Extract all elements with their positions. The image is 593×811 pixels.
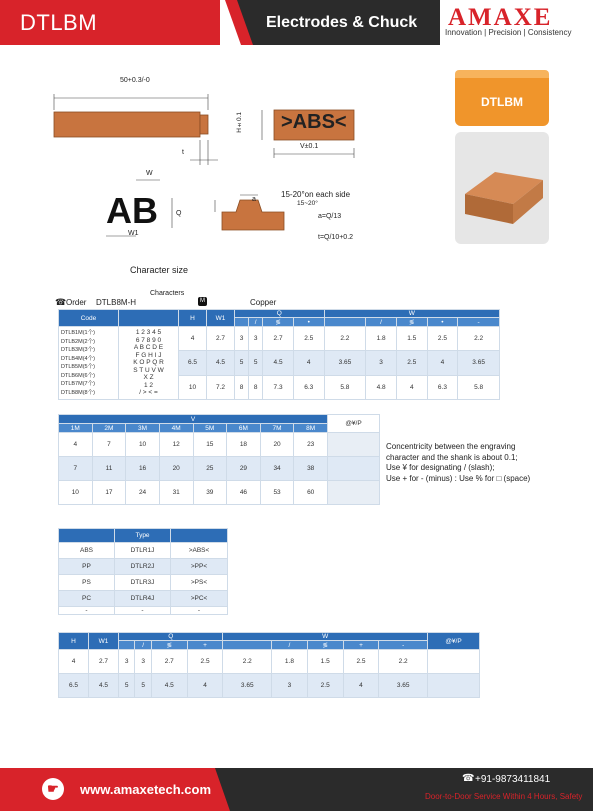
q-sub-blank: [119, 641, 135, 650]
unit-cell: [328, 457, 380, 481]
col-chars: [119, 310, 179, 327]
table-cell: PC: [59, 591, 115, 607]
table-cell: 3: [235, 327, 249, 351]
table-cell: 2.2: [458, 327, 500, 351]
table-cell: 10: [126, 433, 160, 457]
table-cell: 10: [179, 375, 207, 399]
table-cell: 60: [294, 481, 328, 505]
table-cell: 5.8: [458, 375, 500, 399]
q-sub-3: •: [293, 318, 324, 327]
footer-phone[interactable]: +91-9873411841: [475, 774, 551, 785]
height-dim: H±0.1: [236, 112, 243, 133]
w-sub-2: ≶: [396, 318, 427, 327]
table-cell: 2.5: [427, 327, 458, 351]
col-2m: 2M: [92, 424, 126, 433]
table-cell: 4: [187, 674, 223, 698]
product-photo: [455, 132, 549, 244]
table-cell: 3.65: [223, 674, 272, 698]
table-cell: 4: [427, 351, 458, 375]
table-cell: 1.5: [307, 650, 343, 674]
table-cell: 5.8: [324, 375, 366, 399]
col-6m: 6M: [227, 424, 261, 433]
w-sub-1: /: [366, 318, 397, 327]
w1-dim: W1: [128, 230, 139, 237]
table-cell: DTLR1J: [115, 543, 171, 559]
note-line: Concentricity between the engraving: [386, 442, 516, 451]
table-cell: 4: [59, 650, 89, 674]
amaxe-logo: AMAXE: [448, 4, 553, 31]
table-cell: 3.65: [324, 351, 366, 375]
table-cell: 20: [260, 433, 294, 457]
table-cell: PS: [59, 575, 115, 591]
character-size-label: Character size: [130, 265, 189, 275]
w-sub-1: /: [272, 641, 308, 650]
code-item: DTLB6M(6个): [61, 372, 95, 379]
q-sub-1: /: [135, 641, 151, 650]
w-sub-4: -: [379, 641, 428, 650]
table-cell: 10: [59, 481, 93, 505]
a-formula: a=Q/13: [318, 213, 342, 220]
table-cell: 4.5: [207, 351, 235, 375]
col-w1: W1: [207, 310, 235, 327]
table-cell: 29: [227, 457, 261, 481]
angle-small: 15~20°: [297, 200, 318, 207]
abs-sample: >ABS<: [281, 111, 347, 133]
w-dim: W: [146, 170, 153, 177]
table-cell: 6.5: [59, 674, 89, 698]
table-cell: 12: [159, 433, 193, 457]
table-cell: 3: [249, 327, 263, 351]
table-cell: 4: [293, 351, 324, 375]
char-item: / > < =: [139, 389, 158, 397]
table-cell: 1.8: [366, 327, 397, 351]
table-cell: 4: [396, 375, 427, 399]
table-cell: 2.2: [223, 650, 272, 674]
type-col-blank2: [171, 529, 228, 543]
q-sub-1: /: [249, 318, 263, 327]
char-item: S T U V W: [133, 366, 164, 374]
unit-cell: [428, 674, 480, 698]
table-cell: 2.7: [89, 650, 119, 674]
code-item: DTLB2M(2个): [61, 338, 95, 345]
phone-icon: ☎: [55, 297, 67, 307]
table-cell: 34: [260, 457, 294, 481]
table-cell: 7: [92, 433, 126, 457]
unit-cell: [328, 433, 380, 457]
table-cell: >PS<: [171, 575, 228, 591]
w-sub-2: ≶: [307, 641, 343, 650]
a-dim: a: [252, 196, 256, 203]
electrode-tip: [200, 115, 208, 134]
table-cell: 4.5: [89, 674, 119, 698]
col-h: H: [59, 633, 89, 650]
profile-section: [222, 200, 284, 230]
char-item: A B C D E: [133, 344, 164, 352]
table-cell: 6.5: [179, 351, 207, 375]
footer-website-link[interactable]: www.amaxetech.com: [80, 782, 212, 797]
phone-icon: ☎: [462, 773, 475, 784]
w-sub-blank: [223, 641, 272, 650]
table-cell: 3: [135, 650, 151, 674]
table-cell: 7.3: [263, 375, 294, 399]
table-cell: 2.7: [263, 327, 294, 351]
characters-label: Characters: [150, 290, 185, 297]
table-cell: 11: [92, 457, 126, 481]
ab-sample: AB: [106, 190, 158, 231]
col-q: Q: [119, 633, 223, 641]
q-dim: Q: [176, 210, 182, 217]
table-cell: DTLR3J: [115, 575, 171, 591]
table-cell: 5: [119, 674, 135, 698]
table-cell: 23: [294, 433, 328, 457]
note-line: Use ¥ for designating / (slash);: [386, 463, 495, 472]
table-cell: 7.2: [207, 375, 235, 399]
table-cell: 31: [159, 481, 193, 505]
char-item: K O P Q R: [133, 359, 164, 367]
char-item: X Z: [143, 374, 154, 382]
table-cell: >PC<: [171, 591, 228, 607]
v-dim: V±0.1: [300, 143, 319, 150]
t-dim: t: [182, 149, 184, 156]
table-cell: 25: [193, 457, 227, 481]
table-cell: DTLR2J: [115, 559, 171, 575]
note-line: Use + for - (minus) : Use % for □ (space): [386, 473, 531, 483]
table-cell: 8: [235, 375, 249, 399]
t-formula: t=Q/10+0.2: [318, 234, 354, 241]
w-sub-3: +: [343, 641, 379, 650]
table-cell: 3: [366, 351, 397, 375]
type-header: Type: [115, 529, 171, 543]
col-5m: 5M: [193, 424, 227, 433]
spec-table: [58, 309, 500, 400]
table-cell: 5: [135, 674, 151, 698]
char-item: 6 7 8 9 0: [135, 336, 162, 344]
angle-note: 15-20°on each side: [281, 190, 351, 199]
table-cell: 3.65: [379, 674, 428, 698]
table-cell: 24: [126, 481, 160, 505]
code-item: DTLB8M(8个): [61, 389, 95, 396]
table-cell: 2.5: [307, 674, 343, 698]
table-cell: 46: [227, 481, 261, 505]
table-cell: 1.5: [396, 327, 427, 351]
v-header: V: [59, 415, 328, 424]
q-sub-blank: [235, 318, 249, 327]
table-cell: -: [171, 607, 228, 615]
concentricity-note: [386, 442, 530, 484]
code-item: DTLB4M(4个): [61, 355, 95, 362]
technical-drawing: [40, 70, 460, 280]
section-title: Electrodes & Chuck: [266, 14, 418, 31]
material-m-icon: M: [200, 298, 205, 304]
table-cell: 4.8: [366, 375, 397, 399]
table-cell: 2.5: [293, 327, 324, 351]
table-cell: 3: [119, 650, 135, 674]
table-cell: 39: [193, 481, 227, 505]
table-cell: 6.3: [293, 375, 324, 399]
table-cell: 6.3: [427, 375, 458, 399]
char-list: [119, 327, 179, 400]
table-cell: >ABS<: [171, 543, 228, 559]
table-cell: 5: [249, 351, 263, 375]
table-cell: 3.65: [458, 351, 500, 375]
col-w: W: [324, 310, 499, 318]
copper-block-image: [455, 132, 549, 244]
table-cell: 3: [272, 674, 308, 698]
note-line: character and the shank is about 0.1;: [386, 452, 518, 462]
table-cell: 20: [159, 457, 193, 481]
footer-tagline: Door-to-Door Service Within 4 Hours, Safety: [425, 792, 583, 801]
col-1m: 1M: [59, 424, 93, 433]
w-sub-4: -: [458, 318, 500, 327]
col-q: Q: [235, 310, 325, 318]
unit-header: @¥/P: [428, 633, 480, 650]
code-item: DTLB5M(5个): [61, 364, 95, 370]
code-item: DTLB3M(3个): [61, 347, 95, 353]
table-cell: DTLR4J: [115, 591, 171, 607]
table-cell: 17: [92, 481, 126, 505]
char-item: 1 2 3 4 5: [135, 329, 162, 337]
q-sub-2: ≶: [151, 641, 187, 650]
length-dim: 50+0.3/-0: [120, 77, 150, 84]
table-cell: 18: [227, 433, 261, 457]
table-cell: -: [115, 607, 171, 615]
table-cell: 4.5: [263, 351, 294, 375]
size-table: [58, 632, 480, 698]
table-cell: 2.5: [396, 351, 427, 375]
table-cell: 16: [126, 457, 160, 481]
col-8m: 8M: [294, 424, 328, 433]
table-cell: 8: [249, 375, 263, 399]
col-7m: 7M: [260, 424, 294, 433]
col-code: Code: [59, 310, 119, 327]
order-model: DTLB8M-H: [96, 298, 137, 307]
col-w1: W1: [89, 633, 119, 650]
electrode-body: [54, 112, 200, 137]
w-sub-3: •: [427, 318, 458, 327]
table-cell: 4: [179, 327, 207, 351]
col-3m: 3M: [126, 424, 160, 433]
table-cell: 2.5: [187, 650, 223, 674]
col-h: H: [179, 310, 207, 327]
logo-tagline: Innovation | Precision | Consistency: [445, 28, 572, 37]
table-cell: -: [59, 607, 115, 615]
type-col-blank: [59, 529, 115, 543]
table-cell: 4.5: [151, 674, 187, 698]
char-item: 1 2: [143, 381, 154, 389]
table-cell: 2.2: [379, 650, 428, 674]
table-cell: 15: [193, 433, 227, 457]
q-sub-2: ≶: [263, 318, 294, 327]
unit-header: @¥/P: [328, 415, 380, 433]
table-cell: 38: [294, 457, 328, 481]
code-item: DTLB7M(7个): [61, 381, 95, 387]
pointer-icon: ☛: [42, 778, 64, 800]
q-sub-3: +: [187, 641, 223, 650]
table-cell: 2.5: [343, 650, 379, 674]
table-cell: 5: [235, 351, 249, 375]
table-cell: 4: [59, 433, 93, 457]
char-item: F G H I J: [135, 351, 162, 359]
page-title: DTLBM: [20, 10, 98, 35]
code-item: DTLB1M(1个): [61, 330, 95, 336]
type-table: [58, 528, 228, 615]
unit-cell: [328, 481, 380, 505]
col-w: W: [223, 633, 428, 641]
table-cell: 53: [260, 481, 294, 505]
table-cell: 4: [343, 674, 379, 698]
price-table: [58, 414, 380, 505]
order-label: Order: [66, 298, 87, 307]
table-cell: 2.7: [207, 327, 235, 351]
table-cell: 2.7: [151, 650, 187, 674]
table-cell: 2.2: [324, 327, 366, 351]
table-cell: ABS: [59, 543, 115, 559]
unit-cell: [428, 650, 480, 674]
table-cell: PP: [59, 559, 115, 575]
table-cell: 1.8: [272, 650, 308, 674]
w-sub-blank: [324, 318, 366, 327]
code-list: [59, 327, 119, 400]
table-cell: >PP<: [171, 559, 228, 575]
product-badge: DTLBM: [455, 78, 549, 126]
table-cell: 7: [59, 457, 93, 481]
material-label: Copper: [250, 298, 277, 307]
col-4m: 4M: [159, 424, 193, 433]
